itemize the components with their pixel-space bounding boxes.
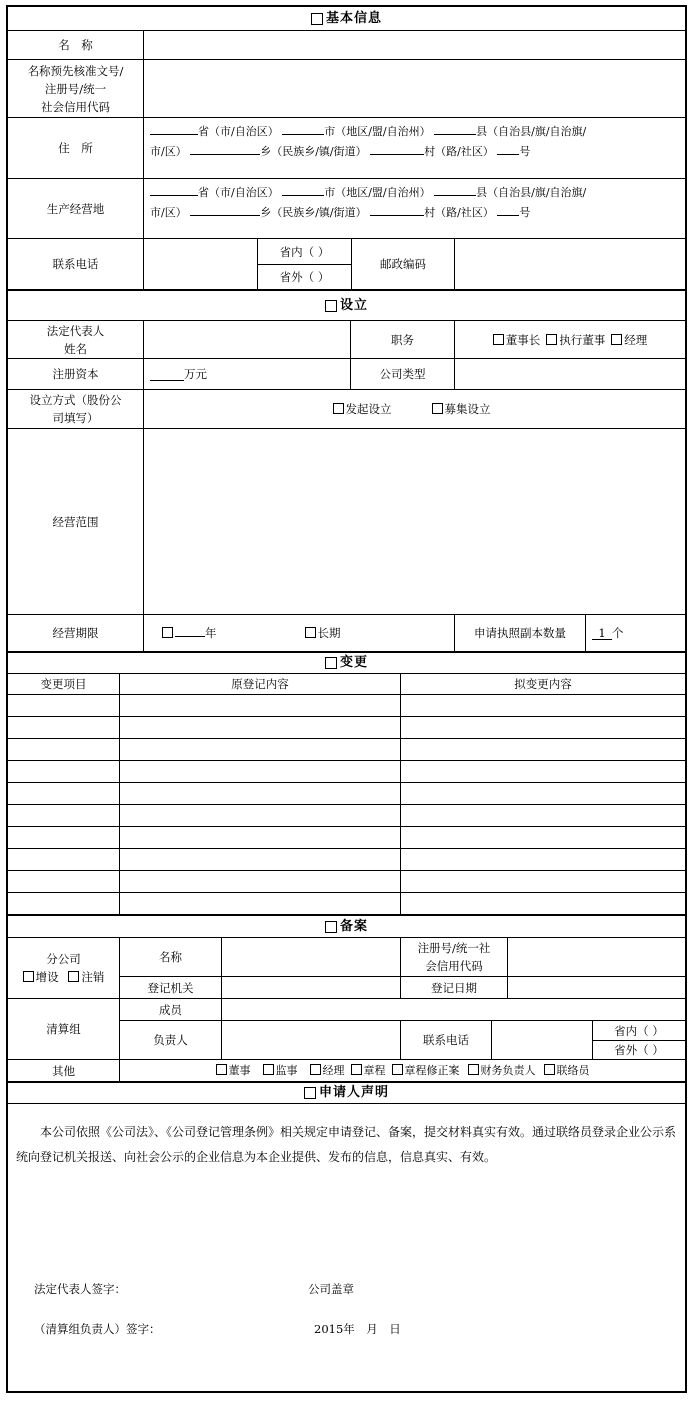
branch-reg-no-field[interactable]	[508, 938, 685, 976]
legal-rep-signature[interactable]: 法定代表人签字：	[34, 1282, 126, 1296]
position-options	[455, 321, 685, 358]
liquidation-member-field[interactable]	[222, 999, 685, 1020]
branch-reg-no-label: 注册号/统一社 会信用代码	[417, 941, 491, 973]
residence-address[interactable]: 省（市/自治区） 市（地区/盟/自治州） 县（自治县/旗/自治旗/ 市/区） 乡（民族乡/镇/街道） 村（路/社区） 号	[144, 118, 685, 178]
change-header-proposed: 拟变更内容	[514, 677, 572, 691]
term-label: 经营期限	[52, 626, 99, 640]
company-seal[interactable]: 公司盖章	[308, 1282, 354, 1296]
table-row[interactable]	[8, 782, 685, 783]
option-branch-add[interactable]: 增设	[23, 970, 59, 984]
postcode-field[interactable]	[455, 239, 685, 289]
declaration-date[interactable]: 2015年 月 日	[314, 1322, 401, 1336]
residence-label: 住 所	[58, 141, 93, 155]
copies-label: 申请执照副本数量	[474, 626, 566, 640]
liquidation-phone-label: 联系电话	[423, 1033, 469, 1047]
table-row[interactable]	[8, 826, 685, 827]
option-supervisor[interactable]: 监事	[263, 1062, 298, 1080]
table-row[interactable]	[8, 760, 685, 761]
liquidation-in-province[interactable]: 省内（ ）	[614, 1023, 664, 1038]
term-options	[144, 615, 454, 651]
production-address[interactable]: 省（市/自治区） 市（地区/盟/自治州） 县（自治县/旗/自治旗/ 市/区） 乡（民族乡/镇/街道） 村（路/社区） 号	[144, 179, 685, 238]
section-checkbox[interactable]	[325, 921, 337, 933]
option-liaison[interactable]: 联络员	[544, 1062, 590, 1080]
other-label: 其他	[52, 1063, 75, 1078]
section-declaration: 申请人声明	[8, 1083, 685, 1103]
option-articles[interactable]: 章程	[351, 1062, 386, 1080]
option-finance-head[interactable]: 财务负责人	[468, 1062, 536, 1080]
option-subscription[interactable]: 募集设立	[432, 400, 491, 418]
phone-out-province[interactable]: 省外（ ）	[279, 270, 330, 284]
phone-label: 联系电话	[52, 257, 99, 271]
change-header-original: 原登记内容	[231, 677, 289, 691]
section-filing: 备案	[8, 916, 685, 937]
company-type-label: 公司类型	[379, 367, 426, 381]
legal-rep-field[interactable]	[144, 321, 350, 358]
branch-name-field[interactable]	[222, 938, 400, 976]
declaration-text: 本公司依照《公司法》、《公司登记管理条例》相关规定申请登记、备案，提交材料真实有效。通过联络员登录企业公示系统向登记机关报送、向社会公示的企业信息为本企业提供、发布的信息，信息真实、有效。	[16, 1125, 677, 1164]
capital-label: 注册资本	[52, 367, 99, 381]
section-checkbox[interactable]	[311, 13, 323, 25]
option-articles-amendment[interactable]: 章程修正案	[392, 1062, 460, 1080]
legal-rep-label: 法定代表人 姓名	[46, 323, 105, 356]
option-promotion[interactable]: 发起设立	[333, 400, 392, 418]
section-establish: 设立	[8, 291, 685, 320]
phone-field[interactable]	[144, 239, 257, 289]
section-checkbox[interactable]	[304, 1087, 316, 1099]
scope-label: 经营范围	[52, 514, 99, 529]
other-options	[120, 1060, 685, 1081]
method-options	[144, 390, 685, 428]
liquidation-head-field[interactable]	[222, 1021, 400, 1059]
option-executive-director[interactable]: 执行董事	[546, 331, 605, 349]
credit-code-field[interactable]	[144, 60, 685, 117]
change-header-item: 变更项目	[40, 677, 87, 691]
company-type-field[interactable]	[455, 359, 685, 389]
liquidation-member-label: 成员	[159, 1002, 182, 1017]
method-label: 设立方式（股份公 司填写）	[29, 393, 122, 425]
branch-label: 分公司 增设 注销	[8, 938, 119, 998]
code-label: 名称预先核准文号/ 注册号/统一 社会信用代码	[27, 63, 124, 114]
capital-field[interactable]: 万元	[144, 359, 350, 389]
table-row[interactable]	[8, 716, 685, 717]
liquidation-head-signature[interactable]: （清算组负责人）签字：	[34, 1322, 161, 1336]
postcode-label: 邮政编码	[380, 257, 426, 271]
branch-name-label: 名称	[159, 950, 182, 964]
liquidation-out-province[interactable]: 省外（ ）	[614, 1043, 664, 1057]
option-term-years[interactable]: 年	[162, 624, 217, 642]
production-address-label: 生产经营地	[46, 201, 105, 216]
phone-in-province[interactable]: 省内（ ）	[279, 244, 330, 259]
registration-form	[6, 5, 687, 1393]
section-change: 变更	[8, 653, 685, 673]
section-checkbox[interactable]	[325, 657, 337, 669]
table-row[interactable]	[8, 804, 685, 805]
option-director[interactable]: 董事	[216, 1062, 251, 1080]
branch-reg-date-label: 登记日期	[431, 980, 477, 995]
table-row[interactable]	[8, 848, 685, 849]
section-basic-info: 基本信息	[8, 7, 685, 30]
branch-authority-label: 登记机关	[147, 980, 194, 995]
option-term-long[interactable]: 长期	[305, 624, 341, 642]
liquidation-label: 清算组	[46, 1022, 81, 1036]
table-row[interactable]	[8, 870, 685, 871]
branch-authority-field[interactable]	[222, 977, 400, 998]
table-row[interactable]	[8, 738, 685, 739]
company-name-field[interactable]	[144, 31, 685, 59]
liquidation-head-label: 负责人	[153, 1033, 188, 1047]
option-branch-cancel[interactable]: 注销	[68, 970, 104, 984]
option-manager[interactable]: 经理	[611, 331, 647, 349]
liquidation-phone-field[interactable]	[492, 1021, 592, 1059]
scope-field[interactable]	[144, 429, 685, 614]
branch-reg-date-field[interactable]	[508, 977, 685, 998]
option-other-manager[interactable]: 经理	[310, 1062, 345, 1080]
name-label: 名 称	[58, 38, 93, 52]
section-checkbox[interactable]	[325, 300, 337, 312]
option-chairman[interactable]: 董事长	[493, 331, 541, 349]
position-label: 职务	[391, 332, 414, 347]
copies-field[interactable]: 1 个	[586, 615, 685, 651]
table-row[interactable]	[8, 892, 685, 893]
